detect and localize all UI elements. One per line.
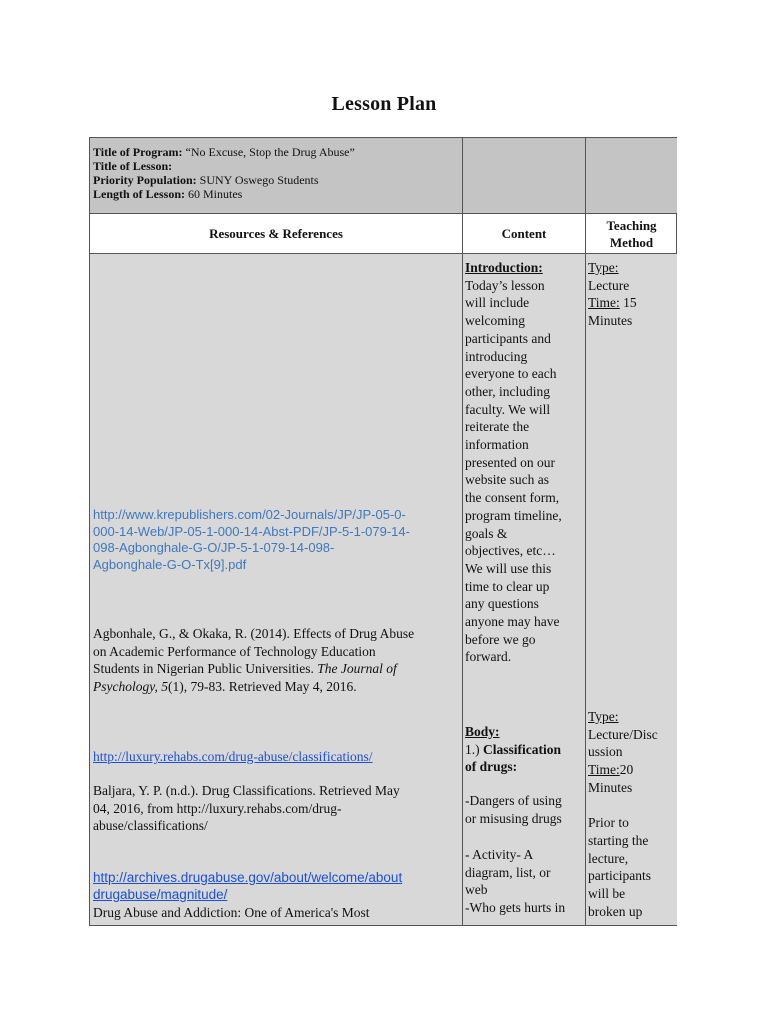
time-label: Time: — [588, 762, 620, 778]
body-item-title: of drugs: — [465, 759, 518, 775]
content-line: welcoming — [465, 313, 525, 329]
content-line: program timeline, — [465, 507, 562, 523]
page-title: Lesson Plan — [331, 93, 437, 115]
content-line: before we go — [465, 631, 536, 647]
header-empty-cell-method — [586, 138, 677, 213]
type-label: Type: — [588, 260, 619, 275]
content-line: reiterate the — [465, 419, 530, 435]
method-note-line: will be — [588, 886, 626, 902]
link-line[interactable]: Agbonghale-G-O-Tx[9].pdf — [93, 556, 247, 572]
content-line: anyone may have — [465, 614, 560, 630]
content-body — [465, 723, 585, 776]
reference-link-luxury-rehabs[interactable]: http://luxury.rehabs.com/drug-abuse/classifications/ — [93, 749, 373, 764]
content-introduction — [465, 259, 585, 666]
method-introduction — [588, 259, 677, 330]
reference-drug-abuse-addiction: Drug Abuse and Addiction: One of America's Most — [93, 905, 370, 920]
type-value: Lecture — [588, 277, 630, 293]
link-line[interactable]: drugabuse/magnitude/ — [93, 887, 228, 902]
content-line: time to clear up — [465, 578, 550, 594]
time-label: Time: — [588, 295, 620, 311]
content-activity — [465, 846, 585, 917]
reference-baljara — [93, 782, 461, 835]
body-heading: Body: — [465, 724, 500, 739]
introduction-heading: Introduction: — [465, 260, 543, 275]
method-note-line: participants — [588, 868, 651, 884]
content-line: the consent form, — [465, 490, 560, 506]
method-body — [588, 708, 677, 920]
content-line: other, including — [465, 383, 550, 399]
header-empty-cell-content — [463, 138, 585, 213]
method-heading-line1: Teaching — [606, 217, 657, 233]
method-note-line: broken up — [588, 903, 643, 919]
time-unit: Minutes — [588, 779, 633, 795]
content-line: introducing — [465, 348, 528, 364]
lesson-plan-table — [89, 137, 677, 926]
lesson-label: Title of Lesson: — [93, 159, 173, 173]
body-item-title: Classification — [483, 741, 562, 757]
link-line[interactable]: 000-14-Web/JP-05-1-000-14-Abst-PDF/JP-5-1-079-14- — [93, 523, 410, 539]
content-line: objectives, etc… — [465, 543, 556, 559]
content-line: diagram, list, or — [465, 864, 551, 880]
content-line: website such as — [465, 472, 549, 488]
content-line: presented on our — [465, 454, 555, 470]
content-line: or misusing drugs — [465, 810, 562, 826]
content-line: forward. — [465, 649, 512, 665]
column-heading-method — [586, 214, 677, 253]
reference-line: Students in Nigerian Public Universities. — [93, 661, 314, 677]
reference-line: abuse/classifications/ — [93, 818, 208, 834]
method-heading-line2: Method — [609, 234, 654, 250]
content-line: information — [465, 437, 529, 453]
content-line: -Dangers of using — [465, 793, 562, 808]
reference-link-krepublishers[interactable] — [93, 507, 461, 573]
content-line: everyone to each — [465, 366, 557, 382]
population-value: SUNY Oswego Students — [199, 173, 319, 187]
content-line: goals & — [465, 525, 508, 541]
program-info-cell — [90, 138, 462, 213]
method-note-line: Prior to — [588, 815, 629, 831]
reference-line: Agbonhale, G., & Okaka, R. (2014). Effects of Drug Abuse — [93, 626, 415, 641]
content-line: web — [465, 882, 488, 898]
time-value: 20 — [619, 762, 634, 778]
length-label: Length of Lesson: — [93, 187, 186, 201]
content-line: We will use this — [465, 560, 552, 576]
row-divider — [90, 213, 676, 214]
column-heading-resources: Resources & References — [209, 226, 343, 241]
time-value: 15 — [623, 295, 637, 311]
reference-line: (1), 79-83. Retrieved May 4, 2016. — [167, 679, 357, 695]
column-heading-content: Content — [501, 226, 547, 241]
journal-title: The Journal of — [317, 661, 397, 677]
journal-title: Psychology, 5 — [93, 679, 168, 695]
row-divider — [90, 253, 676, 254]
body-item-prefix: 1.) — [465, 741, 480, 757]
content-line: faculty. We will — [465, 401, 551, 417]
type-value: ussion — [588, 744, 623, 760]
link-line[interactable]: http://www.krepublishers.com/02-Journals/JP/JP-05-0- — [93, 507, 406, 522]
content-line: Today’s lesson — [465, 277, 545, 293]
reference-agbonhale — [93, 625, 461, 696]
population-label: Priority Population: — [93, 173, 197, 187]
time-unit: Minutes — [588, 313, 633, 329]
length-value: 60 Minutes — [188, 187, 243, 201]
content-line: any questions — [465, 596, 539, 612]
content-line: - Activity- A — [465, 847, 534, 862]
reference-line: 04, 2016, from http://luxury.rehabs.com/drug- — [93, 800, 342, 816]
reference-link-drugabuse[interactable] — [93, 869, 402, 903]
content-line: -Who gets hurts in — [465, 900, 566, 916]
reference-line: Baljara, Y. P. (n.d.). Drug Classifications. Retrieved May — [93, 783, 400, 798]
program-value: “No Excuse, Stop the Drug Abuse” — [185, 145, 355, 159]
link-line[interactable]: 098-Agbonghale-G-O/JP-5-1-079-14-098- — [93, 540, 335, 555]
type-value: Lecture/Disc — [588, 726, 658, 742]
reference-line: on Academic Performance of Technology Education — [93, 643, 376, 659]
type-label: Type: — [588, 709, 619, 724]
column-divider — [585, 138, 586, 925]
program-label: Title of Program: — [93, 145, 183, 159]
link-line[interactable]: http://archives.drugabuse.gov/about/welcome/about — [93, 870, 403, 885]
method-note-line: lecture, — [588, 850, 629, 866]
content-line: will include — [465, 295, 530, 311]
content-dangers — [465, 792, 585, 827]
method-note-line: starting the — [588, 832, 649, 848]
column-divider — [462, 138, 463, 925]
content-line: participants and — [465, 330, 551, 346]
